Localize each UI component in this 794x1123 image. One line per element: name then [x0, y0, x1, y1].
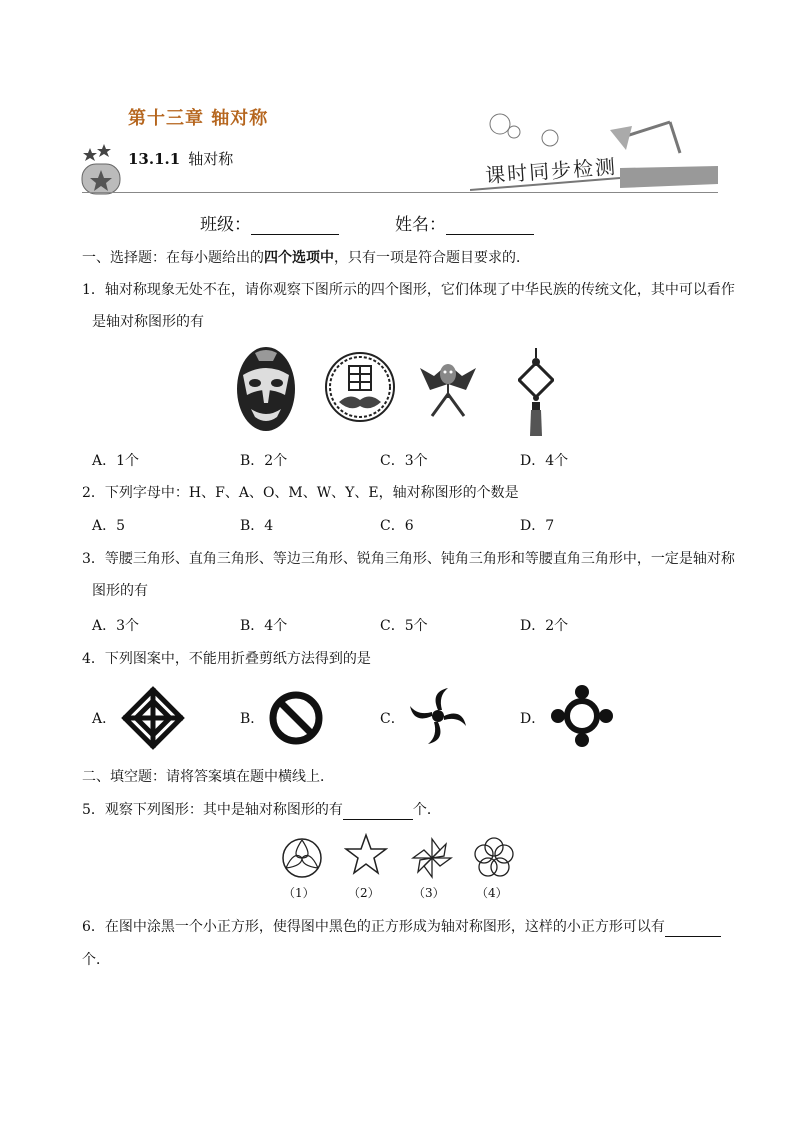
q3-option-c[interactable]: C．5个	[380, 618, 428, 634]
q2-option-a[interactable]: A．5	[92, 518, 126, 534]
section-title: 轴对称	[188, 150, 234, 168]
q3-option-a[interactable]: A．3个	[92, 618, 140, 634]
ring-circles-image	[550, 684, 614, 748]
q2-option-d[interactable]: D．7	[520, 518, 555, 534]
star-figure	[344, 833, 388, 877]
q4-option-a[interactable]: A．	[92, 711, 117, 727]
q1-line1: 1．轴对称现象无处不在，请你观察下图所示的四个图形，它们体现了中华民族的传统文化，其中可以看作	[82, 282, 735, 298]
opera-mask-image	[235, 345, 297, 433]
q1-option-a[interactable]: A．1个	[92, 453, 140, 469]
part1-title-pre: 一、选择题：在每小题给出的	[82, 250, 264, 266]
q1-line2: 是轴对称图形的有	[92, 314, 204, 330]
q6-line1-text: 6．在图中涂黑一个小正方形，使得图中黑色的正方形成为轴对称图形，这样的小正方形可以有	[82, 919, 665, 935]
logo-badge	[80, 140, 130, 196]
q5-answer-blank[interactable]	[343, 805, 413, 820]
q5-text	[82, 800, 441, 820]
q4-option-c[interactable]: C．	[380, 711, 405, 727]
name-blank[interactable]	[446, 218, 534, 235]
q3-option-b[interactable]: B．4个	[240, 618, 288, 634]
banner-text: 课时同步检测	[484, 154, 618, 188]
part1-title-post: ，只有一项是符合题目要求的．	[334, 250, 530, 266]
flower-figure	[472, 836, 516, 880]
swirl-image	[408, 686, 468, 746]
part1-title	[82, 248, 530, 268]
class-field	[200, 210, 339, 235]
q6-answer-blank[interactable]	[665, 922, 721, 937]
section-heading	[128, 148, 233, 169]
header-divider	[82, 192, 718, 193]
q2-option-c[interactable]: C．6	[380, 518, 414, 534]
caption-3: （3）	[413, 886, 445, 900]
q1-option-b[interactable]: B．2个	[240, 453, 288, 469]
pinwheel-figure	[410, 836, 454, 880]
chinese-knot-image	[518, 348, 554, 438]
q1-option-c[interactable]: C．3个	[380, 453, 428, 469]
q4-option-b[interactable]: B．	[240, 711, 265, 727]
no-sign-image	[268, 690, 324, 746]
section-number: 13.1.1	[128, 150, 181, 168]
q4-text: 4．下列图案中，不能用折叠剪纸方法得到的是	[82, 651, 371, 667]
name-field	[395, 210, 534, 235]
knot-pattern-image	[120, 685, 186, 751]
class-blank[interactable]	[251, 218, 339, 235]
caption-2: （2）	[348, 886, 380, 900]
chapter-title: 第十三章 轴对称	[128, 108, 269, 129]
q6-line1	[82, 917, 721, 937]
caption-4: （4）	[476, 886, 508, 900]
trefoil-figure	[280, 836, 324, 880]
q5-text-post: 个．	[412, 802, 441, 818]
double-happiness-papercut-image	[325, 352, 395, 422]
class-label: 班级：	[200, 215, 251, 235]
q3-line2: 图形的有	[92, 583, 148, 599]
q2-option-b[interactable]: B．4	[240, 518, 274, 534]
q3-option-d[interactable]: D．2个	[520, 618, 569, 634]
q3-line1: 3．等腰三角形、直角三角形、等边三角形、锐角三角形、钝角三角形和等腰直角三角形中，一定是轴对称	[82, 551, 735, 567]
caption-1: （1）	[283, 886, 315, 900]
q6-line2: 个．	[82, 952, 110, 968]
part1-title-bold: 四个选项中	[264, 250, 334, 266]
name-label: 姓名：	[395, 215, 446, 235]
q4-option-d[interactable]: D．	[520, 711, 546, 727]
q5-text-pre: 5．观察下列图形：其中是轴对称图形的有	[82, 802, 343, 818]
q1-option-d[interactable]: D．4个	[520, 453, 569, 469]
part2-title: 二、填空题：请将答案填在题中横线上．	[82, 769, 334, 785]
q2-text: 2．下列字母中：H、F、A、O、M、W、Y、E，轴对称图形的个数是	[82, 485, 519, 501]
kite-image	[418, 358, 478, 422]
